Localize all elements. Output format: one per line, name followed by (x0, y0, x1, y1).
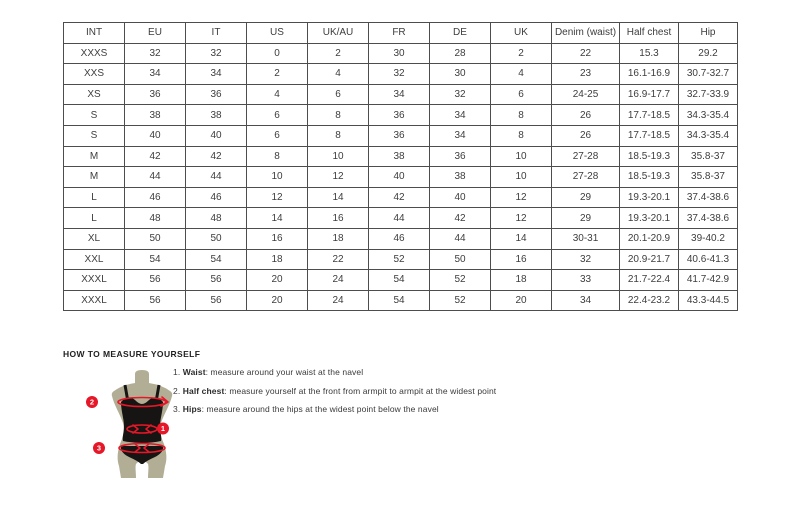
table-cell: 12 (247, 187, 308, 208)
table-cell: 43.3-44.5 (679, 290, 738, 311)
table-cell: XXS (64, 64, 125, 85)
table-row (64, 84, 738, 105)
table-cell: 38 (430, 167, 491, 188)
table-cell: 16.9-17.7 (620, 84, 679, 105)
table-cell: 8 (308, 125, 369, 146)
table-cell: 2 (491, 43, 552, 64)
column-header: FR (369, 23, 430, 44)
table-cell: 32 (552, 249, 620, 270)
table-row (64, 64, 738, 85)
table-cell: 40 (430, 187, 491, 208)
column-header: UK (491, 23, 552, 44)
measure-step: 3. Hips: measure around the hips at the widest point below the navel (173, 404, 439, 414)
table-cell: XS (64, 84, 125, 105)
table-row (64, 249, 738, 270)
table-cell: 16 (308, 208, 369, 229)
measure-step-label: Hips (182, 404, 202, 414)
table-cell: 56 (125, 290, 186, 311)
table-cell: 36 (430, 146, 491, 167)
table-cell: 44 (430, 228, 491, 249)
table-cell: 41.7-42.9 (679, 270, 738, 291)
table-cell: 32.7-33.9 (679, 84, 738, 105)
table-cell: 50 (125, 228, 186, 249)
table-cell: XL (64, 228, 125, 249)
table-cell: 56 (186, 270, 247, 291)
table-cell: 32 (369, 64, 430, 85)
size-table-head (64, 23, 738, 44)
table-cell: 10 (247, 167, 308, 188)
table-cell: 24 (308, 290, 369, 311)
chest-marker-number: 2 (89, 397, 95, 407)
table-cell: 24 (308, 270, 369, 291)
measure-heading: HOW TO MEASURE YOURSELF (63, 349, 201, 359)
measure-steps (173, 367, 496, 423)
table-cell: 21.7-22.4 (620, 270, 679, 291)
table-cell: 40 (186, 125, 247, 146)
table-cell: L (64, 187, 125, 208)
table-cell: 34 (430, 105, 491, 126)
table-cell: 35.8-37 (679, 146, 738, 167)
table-cell: 27-28 (552, 167, 620, 188)
table-cell: 36 (186, 84, 247, 105)
table-cell: 42 (369, 187, 430, 208)
table-cell: 18 (308, 228, 369, 249)
table-cell: 32 (430, 84, 491, 105)
table-cell: 6 (247, 105, 308, 126)
table-cell: 8 (247, 146, 308, 167)
measure-step-label: Waist (182, 367, 206, 377)
table-cell: 52 (430, 270, 491, 291)
table-cell: 40.6-41.3 (679, 249, 738, 270)
measure-step-label: Half chest (182, 385, 225, 396)
table-cell: 48 (125, 208, 186, 229)
table-cell: 19.3-20.1 (620, 208, 679, 229)
table-cell: 37.4-38.6 (679, 208, 738, 229)
table-cell: 23 (552, 64, 620, 85)
table-cell: 44 (186, 167, 247, 188)
table-cell: 52 (369, 249, 430, 270)
table-cell: 29.2 (679, 43, 738, 64)
table-cell: 46 (125, 187, 186, 208)
table-cell: 35.8-37 (679, 167, 738, 188)
table-cell: 18 (491, 270, 552, 291)
table-cell: L (64, 208, 125, 229)
table-cell: 4 (308, 64, 369, 85)
table-cell: 54 (369, 290, 430, 311)
table-cell: 22.4-23.2 (620, 290, 679, 311)
column-header: IT (186, 23, 247, 44)
table-cell: 36 (125, 84, 186, 105)
table-cell: 18 (247, 249, 308, 270)
chest-marker-badge (86, 396, 98, 408)
table-cell: 39-40.2 (679, 228, 738, 249)
table-cell: 40 (125, 125, 186, 146)
table-cell: 20 (247, 270, 308, 291)
table-cell: 2 (308, 43, 369, 64)
table-cell: 46 (369, 228, 430, 249)
table-cell: 29 (552, 187, 620, 208)
table-cell: 4 (247, 84, 308, 105)
table-cell: 34 (369, 84, 430, 105)
table-cell: 54 (125, 249, 186, 270)
table-cell: 0 (247, 43, 308, 64)
table-cell: 52 (430, 290, 491, 311)
table-cell: 4 (491, 64, 552, 85)
table-cell: 42 (125, 146, 186, 167)
table-cell: 16.1-16.9 (620, 64, 679, 85)
measure-step: 1. Waist: measure around your waist at the navel (173, 367, 364, 377)
table-cell: 15.3 (620, 43, 679, 64)
table-cell: 34.3-35.4 (679, 105, 738, 126)
table-cell: 14 (247, 208, 308, 229)
table-cell: 6 (247, 125, 308, 146)
table-cell: 27-28 (552, 146, 620, 167)
table-cell: 50 (430, 249, 491, 270)
table-cell: 40 (369, 167, 430, 188)
table-cell: 6 (491, 84, 552, 105)
table-cell: 18.5-19.3 (620, 167, 679, 188)
table-cell: 8 (491, 105, 552, 126)
table-cell: 16 (491, 249, 552, 270)
table-cell: 36 (369, 105, 430, 126)
hips-marker-badge (93, 442, 105, 454)
waist-marker-number: 1 (160, 424, 166, 434)
table-cell: XXL (64, 249, 125, 270)
table-cell: 32 (186, 43, 247, 64)
table-row (64, 270, 738, 291)
table-cell: 16 (247, 228, 308, 249)
table-cell: 30 (430, 64, 491, 85)
table-cell: 30.7-32.7 (679, 64, 738, 85)
column-header: INT (64, 23, 125, 44)
table-cell: XXXL (64, 290, 125, 311)
table-row (64, 208, 738, 229)
table-cell: 28 (430, 43, 491, 64)
table-row (64, 187, 738, 208)
table-row (64, 43, 738, 64)
table-cell: 26 (552, 125, 620, 146)
size-table (63, 22, 738, 311)
table-cell: XXXS (64, 43, 125, 64)
table-cell: S (64, 125, 125, 146)
size-table-body (64, 43, 738, 311)
table-cell: 30-31 (552, 228, 620, 249)
table-cell: 6 (308, 84, 369, 105)
table-cell: 37.4-38.6 (679, 187, 738, 208)
table-cell: 12 (491, 187, 552, 208)
column-header: Denim (waist) (552, 23, 620, 44)
hips-marker-number: 3 (96, 443, 102, 453)
table-cell: 10 (491, 167, 552, 188)
table-cell: 50 (186, 228, 247, 249)
table-cell: 29 (552, 208, 620, 229)
table-cell: 48 (186, 208, 247, 229)
table-cell: 17.7-18.5 (620, 125, 679, 146)
table-cell: 30 (369, 43, 430, 64)
table-cell: 14 (308, 187, 369, 208)
table-cell: 12 (308, 167, 369, 188)
swimsuit-top (121, 397, 166, 443)
table-cell: 14 (491, 228, 552, 249)
table-cell: 34 (186, 64, 247, 85)
measure-step: 2. Half chest: measure yourself at the front from armpit to armpit at the widest point (173, 385, 497, 396)
table-cell: 33 (552, 270, 620, 291)
table-row (64, 105, 738, 126)
column-header: EU (125, 23, 186, 44)
table-cell: 26 (552, 105, 620, 126)
column-header: Half chest (620, 23, 679, 44)
table-cell: 54 (186, 249, 247, 270)
table-row (64, 290, 738, 311)
table-cell: 34 (552, 290, 620, 311)
table-row (64, 228, 738, 249)
table-cell: 10 (308, 146, 369, 167)
table-cell: 32 (125, 43, 186, 64)
table-cell: 56 (186, 290, 247, 311)
table-cell: 18.5-19.3 (620, 146, 679, 167)
table-cell: XXXL (64, 270, 125, 291)
table-header-row (64, 23, 738, 44)
table-cell: 34 (125, 64, 186, 85)
table-cell: 46 (186, 187, 247, 208)
table-cell: 20.1-20.9 (620, 228, 679, 249)
column-header: Hip (679, 23, 738, 44)
table-cell: 36 (369, 125, 430, 146)
table-cell: 17.7-18.5 (620, 105, 679, 126)
table-cell: 38 (186, 105, 247, 126)
table-cell: 44 (125, 167, 186, 188)
column-header: UK/AU (308, 23, 369, 44)
table-cell: 2 (247, 64, 308, 85)
table-cell: M (64, 146, 125, 167)
column-header: US (247, 23, 308, 44)
table-cell: 20.9-21.7 (620, 249, 679, 270)
table-cell: 12 (491, 208, 552, 229)
table-cell: 24-25 (552, 84, 620, 105)
table-cell: 34.3-35.4 (679, 125, 738, 146)
table-cell: 20 (247, 290, 308, 311)
table-cell: 42 (186, 146, 247, 167)
size-table-container (63, 22, 738, 311)
table-cell: 34 (430, 125, 491, 146)
table-cell: 22 (552, 43, 620, 64)
measurement-figure-illustration (84, 369, 184, 497)
column-header: DE (430, 23, 491, 44)
table-cell: M (64, 167, 125, 188)
table-row (64, 125, 738, 146)
table-cell: S (64, 105, 125, 126)
table-cell: 10 (491, 146, 552, 167)
table-cell: 54 (369, 270, 430, 291)
table-cell: 8 (491, 125, 552, 146)
table-cell: 56 (125, 270, 186, 291)
table-cell: 38 (369, 146, 430, 167)
table-cell: 44 (369, 208, 430, 229)
table-row (64, 146, 738, 167)
table-cell: 20 (491, 290, 552, 311)
table-row (64, 167, 738, 188)
table-cell: 22 (308, 249, 369, 270)
table-cell: 38 (125, 105, 186, 126)
table-cell: 8 (308, 105, 369, 126)
table-cell: 19.3-20.1 (620, 187, 679, 208)
waist-marker-badge (157, 423, 169, 435)
table-cell: 42 (430, 208, 491, 229)
